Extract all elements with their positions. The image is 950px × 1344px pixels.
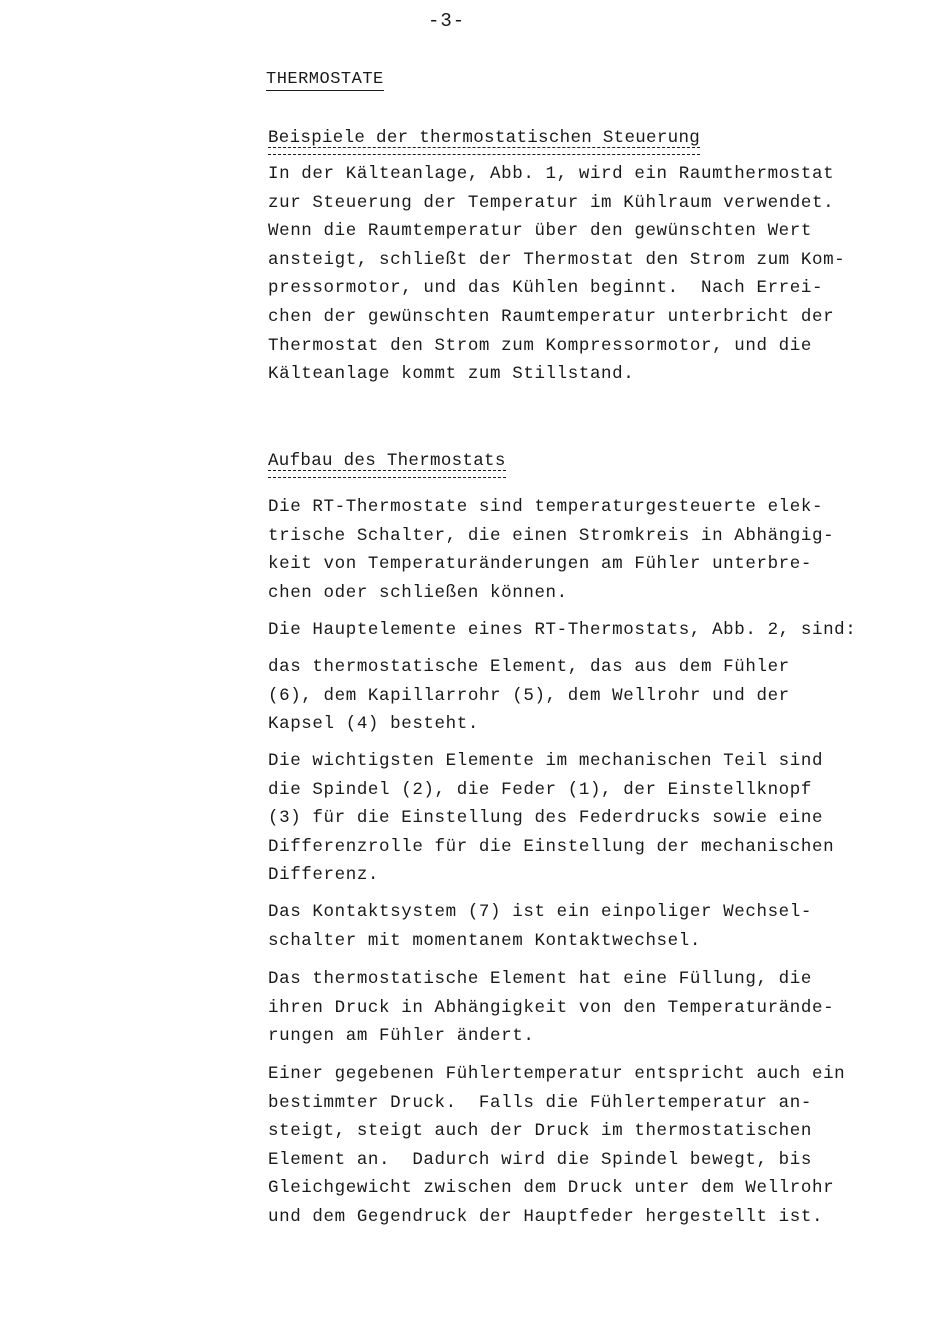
paragraph-thermostatisches-element: das thermostatische Element, das aus dem Fühler (6), dem Kapillarrohr (5), dem Wellrohr und der Kapsel (4) besteht. <box>268 657 790 735</box>
page-number: -3- <box>428 10 466 32</box>
paragraph-fuehlertemperatur: Einer gegebenen Fühlertemperatur entspricht auch ein bestimmter Druck. Falls die Fühlertemperatur an- steigt, steigt auch der Druck im thermostatischen Element an. Dadurch wird die Spindel bewegt, bis Gleichgewicht zwischen dem Druck unter dem Wellrohr und dem Gegendruck der Hauptfeder hergestellt ist. <box>268 1064 846 1227</box>
paragraph-intro: In der Kälteanlage, Abb. 1, wird ein Raumthermostat zur Steuerung der Temperatur im Kühlraum verwendet. Wenn die Raumtemperatur über den gewünschten Wert ansteigt, schließt der Thermostat den Strom zum Kom- pressormotor, und das Kühlen beginnt. Nach Errei- chen der gewünschten Raumtemperatur unterbricht der Thermostat den Strom zum Kompressormotor, und die Kälteanlage kommt zum Stillstand. <box>268 164 846 385</box>
section-heading-text: Beispiele der thermostatischen Steuerung <box>268 128 701 148</box>
paragraph-hauptelemente: Die Hauptelemente eines RT-Thermostats, Abb. 2, sind: <box>268 620 857 640</box>
section-heading-beispiele <box>268 127 700 155</box>
section-heading-aufbau <box>268 450 506 478</box>
section-heading-text: Aufbau des Thermostats <box>268 451 506 471</box>
paragraph-fuellung: Das thermostatische Element hat eine Füllung, die ihren Druck in Abhängigkeit von den Temperaturände- rungen am Fühler ändert. <box>268 969 835 1047</box>
paragraph-mechanischer-teil: Die wichtigsten Elemente im mechanischen Teil sind die Spindel (2), die Feder (1), der Einstellknopf (3) für die Einstellung des Federdrucks sowie eine Differenzrolle für die Einstellung der mechanischen Differenz. <box>268 751 835 886</box>
paragraph-kontaktsystem: Das Kontaktsystem (7) ist ein einpoliger Wechsel- schalter mit momentanem Kontaktwechsel. <box>268 902 812 951</box>
paragraph-rt-thermostate: Die RT-Thermostate sind temperaturgesteuerte elek- trische Schalter, die einen Stromkreis in Abhängig- keit von Temperaturänderungen am Fühler unterbre- chen oder schließen können. <box>268 497 835 603</box>
page-title: THERMOSTATE <box>266 70 384 89</box>
double-underline <box>268 147 700 155</box>
double-underline <box>268 470 506 478</box>
